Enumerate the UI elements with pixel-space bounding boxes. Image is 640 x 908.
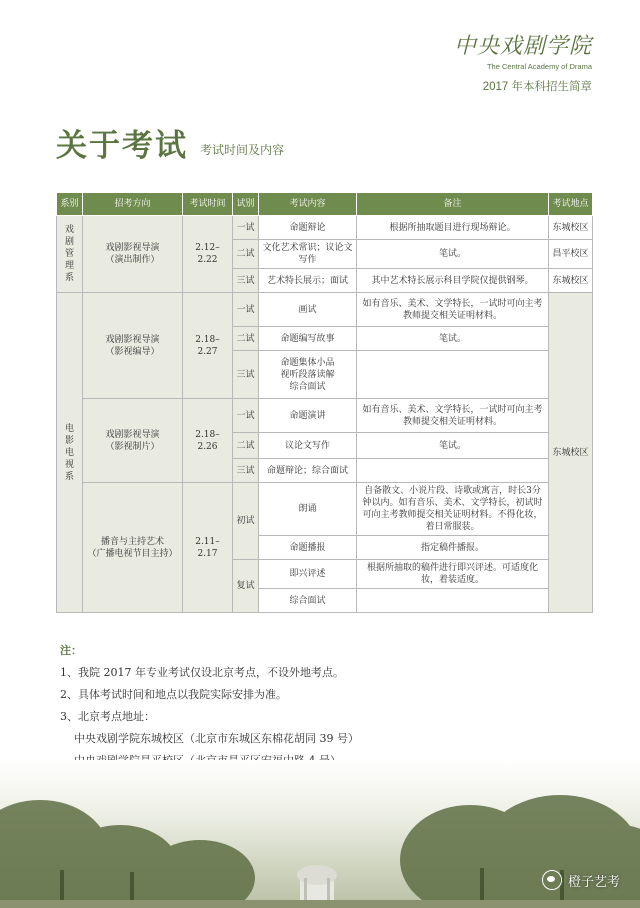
- round-cell: 初试: [233, 483, 259, 560]
- watermark: [542, 870, 620, 890]
- round-cell: 一试: [233, 293, 259, 327]
- note-cell: 笔试。: [357, 433, 549, 459]
- campus-photo: [0, 760, 640, 908]
- academy-logo: [454, 34, 592, 94]
- notes-title: 注：: [60, 644, 82, 657]
- content-cell: 命题播报: [259, 536, 357, 560]
- content-cell: 议论文写作: [259, 433, 357, 459]
- header-note: 备注: [357, 193, 549, 216]
- round-cell: 二试: [233, 433, 259, 459]
- page-subtitle: 考试时间及内容: [200, 143, 285, 157]
- page-title: 关于考试: [56, 128, 188, 164]
- note-item: 3、北京考点地址：: [60, 710, 155, 723]
- note-cell: 笔试。: [357, 240, 549, 269]
- dept-cell: [57, 216, 83, 293]
- note-cell: [357, 589, 549, 613]
- logo-english: The Central Academy of Drama: [486, 62, 592, 71]
- header-content: 考试内容: [259, 193, 357, 216]
- dept-label: 戏剧管理系: [64, 225, 74, 283]
- place-cell: 东城校区: [549, 216, 593, 240]
- header-place: 考试地点: [549, 193, 593, 216]
- content-cell: 综合面试: [259, 589, 357, 613]
- content-cell: 画试: [259, 293, 357, 327]
- place-cell: 东城校区: [549, 269, 593, 293]
- content-cell: 朗诵: [259, 483, 357, 536]
- note-cell: 其中艺术特长展示科目学院仅提供钢琴。: [357, 269, 549, 293]
- content-cell: 即兴评述: [259, 560, 357, 589]
- round-cell: 复试: [233, 560, 259, 613]
- table-row: [57, 293, 593, 327]
- round-cell: 一试: [233, 399, 259, 433]
- content-cell: 命题集体小品 视听段落读解 综合面试: [259, 351, 357, 399]
- round-cell: 二试: [233, 240, 259, 269]
- watermark-text: 橙子艺考: [567, 873, 620, 889]
- table-row: [57, 483, 593, 536]
- content-cell: 命题演讲: [259, 399, 357, 433]
- note-cell: 自备散文、小说片段、诗歌或寓言，时长3分钟以内。如有音乐、美术、文学特长，初试时可向主考教师提交相关证明材料。不得化妆，着日常服装。: [357, 483, 549, 536]
- header-date: 考试时间: [183, 193, 233, 216]
- note-item: 2、具体考试时间和地点以我院实际安排为准。: [60, 688, 287, 701]
- date-cell: 2.12–2.22: [183, 216, 233, 293]
- dept-label: 电影电视系: [64, 423, 74, 482]
- date-cell: 2.18–2.27: [183, 293, 233, 399]
- content-cell: 命题编写故事: [259, 327, 357, 351]
- content-cell: 文化艺术常识；议论文写作: [259, 240, 357, 269]
- table-row: [57, 399, 593, 433]
- round-cell: 三试: [233, 459, 259, 483]
- table-row: [57, 216, 593, 240]
- address-dongcheng: 中央戏剧学院东城校区（北京市东城区东棉花胡同 39 号）: [74, 732, 359, 745]
- round-cell: 三试: [233, 351, 259, 399]
- note-item: 1、我院 2017 年专业考试仅设北京考点，不设外地考点。: [60, 666, 344, 679]
- note-cell: [357, 351, 549, 399]
- note-cell: 如有音乐、美术、文学特长，一试时可向主考教师提交相关证明材料。: [357, 293, 549, 327]
- direction-cell: 播音与主持艺术 （广播电视节目主持）: [83, 483, 183, 613]
- round-cell: 一试: [233, 216, 259, 240]
- header-direction: 招考方向: [83, 193, 183, 216]
- header-round: 试别: [233, 193, 259, 216]
- table-header-row: [57, 193, 593, 216]
- note-cell: 指定稿件播报。: [357, 536, 549, 560]
- logo-chinese: 中央戏剧学院: [453, 34, 592, 59]
- title-block: [56, 128, 284, 164]
- place-cell: 昌平校区: [549, 240, 593, 269]
- date-cell: 2.18–2.26: [183, 399, 233, 483]
- direction-cell: 戏剧影视导演 （演出制作）: [83, 216, 183, 293]
- place-cell: 东城校区: [549, 293, 593, 613]
- notes-section: [60, 640, 359, 772]
- dept-cell: [57, 293, 83, 613]
- note-cell: 根据所抽取的稿件进行即兴评述。可适度化妆，着装适度。: [357, 560, 549, 589]
- round-cell: 二试: [233, 327, 259, 351]
- exam-schedule-table: [56, 192, 593, 613]
- note-cell: 笔试。: [357, 327, 549, 351]
- content-cell: 艺术特长展示；面试: [259, 269, 357, 293]
- note-cell: 根据所抽取题目进行现场辩论。: [357, 216, 549, 240]
- note-cell: 如有音乐、美术、文学特长，一试时可向主考教师提交相关证明材料。: [357, 399, 549, 433]
- wechat-icon: [542, 870, 562, 890]
- header-dept: 系别: [57, 193, 83, 216]
- direction-cell: 戏剧影视导演 （影视编导）: [83, 293, 183, 399]
- round-cell: 三试: [233, 269, 259, 293]
- direction-cell: 戏剧影视导演 （影视制片）: [83, 399, 183, 483]
- date-cell: 2.11–2.17: [183, 483, 233, 613]
- brochure-subtitle: 2017 年本科招生简章: [482, 81, 592, 93]
- content-cell: 命题辩论: [259, 216, 357, 240]
- note-cell: [357, 459, 549, 483]
- content-cell: 命题辩论；综合面试: [259, 459, 357, 483]
